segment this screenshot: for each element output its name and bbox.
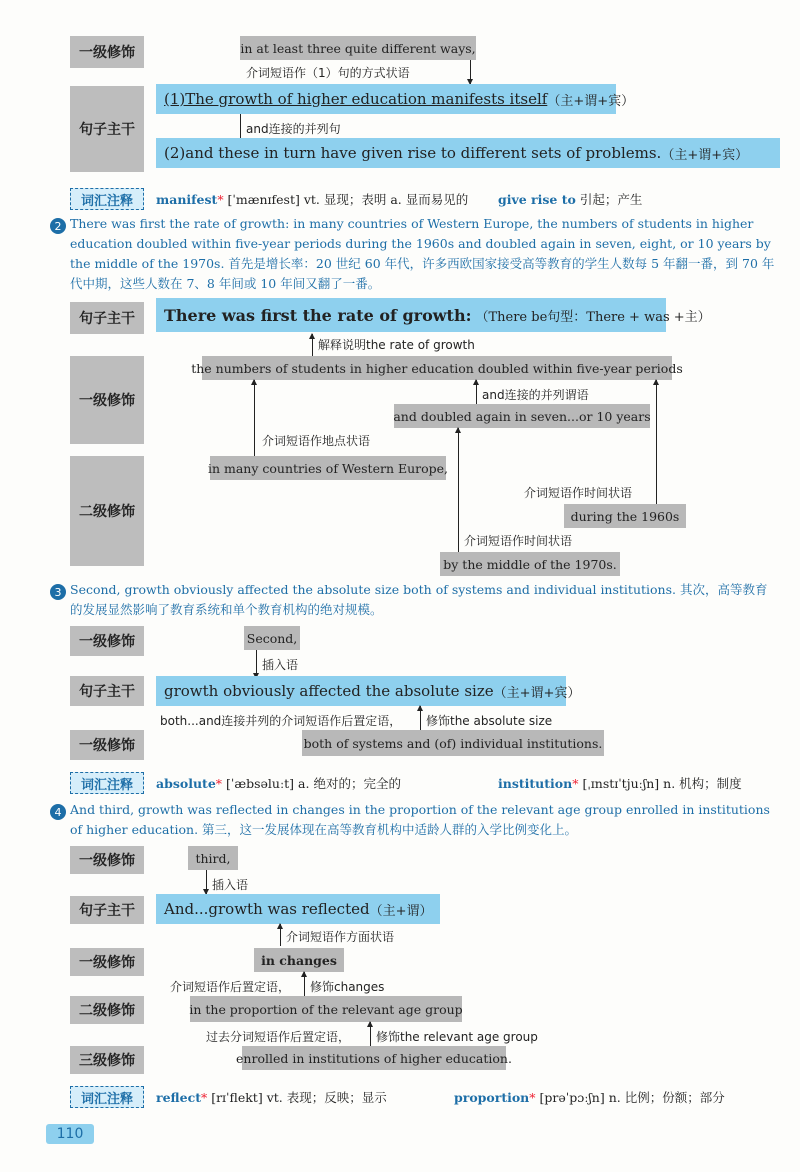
connector-line [280, 924, 281, 946]
vocab-word: institution [498, 776, 573, 791]
paragraph-chinese: 第三，这一发展体现在高等教育机构中适龄人群的入学比例变化上。 [202, 822, 578, 837]
grammar-note: 介词短语作（1）句的方式状语 [246, 66, 410, 80]
level1-label: 一级修饰 [70, 948, 144, 976]
level1-label: 一级修饰 [70, 730, 144, 760]
grammar-note: both...and连接并列的介词短语作后置定语， [160, 714, 402, 728]
connector-line [470, 60, 471, 84]
trunk-label: 句子主干 [70, 896, 144, 924]
grammar-note: 修饰the relevant age group [376, 1030, 538, 1044]
level3-label: 三级修饰 [70, 1046, 144, 1074]
paragraph-text [70, 800, 776, 840]
trunk-bar [156, 138, 780, 168]
grammar-note: 介词短语作后置定语， [170, 980, 291, 994]
trunk-text: There was first the rate of growth: [164, 305, 472, 325]
structure-tag: （主+谓） [369, 903, 433, 919]
phonetic: [rɪˈflekt] [211, 1090, 263, 1105]
grammar-note: 解释说明the rate of growth [318, 338, 475, 352]
connector-line [370, 1022, 371, 1046]
trunk-text: (2)and these in turn have given rise to different sets of problems. [164, 144, 662, 162]
vocab-word: absolute [156, 776, 216, 791]
trunk-label: 句子主干 [70, 86, 144, 172]
modifier-box: in the proportion of the relevant age group [190, 996, 462, 1022]
grammar-note: 介词短语作时间状语 [464, 534, 573, 548]
vocab-entry: manifest* [ˈmænɪfest] vt. 显现；表明 a. 显而易见的 [156, 192, 469, 207]
paragraph-english: And third, growth was reflected in changes in the proportion of the relevant age group enrolled in institutions of higher education. [70, 802, 770, 837]
definition: a. 绝对的；完全的 [298, 776, 401, 791]
grammar-note: 插入语 [212, 878, 249, 892]
definition: 引起；产生 [579, 192, 643, 207]
trunk-bar [156, 84, 635, 114]
structure-tag: （主+谓+宾） [547, 93, 635, 109]
connector-line [420, 706, 421, 730]
structure-tag: （主+谓+宾） [493, 685, 581, 701]
grammar-note: and连接的并列句 [246, 122, 341, 136]
trunk-bar [156, 676, 581, 706]
connector-line [312, 334, 313, 356]
vocab-word: give rise to [498, 192, 576, 207]
trunk-bar [156, 298, 711, 332]
connector-line [656, 380, 657, 504]
trunk-label: 句子主干 [70, 676, 144, 706]
paragraph-number-badge: 2 [50, 218, 66, 234]
grammar-note: 修饰changes [310, 980, 385, 994]
paragraph-text [70, 214, 776, 294]
trunk-text: And...growth was reflected [164, 900, 370, 918]
trunk-text: (1)The growth of higher education manifests itself [164, 90, 548, 108]
vocab-label: 词汇注释 [70, 188, 144, 210]
grammar-note: 过去分词短语作后置定语， [206, 1030, 351, 1044]
connector-line [206, 870, 207, 894]
definition: n. 比例；份额；部分 [608, 1090, 725, 1105]
trunk-label: 句子主干 [70, 302, 144, 334]
grammar-note: 介词短语作地点状语 [262, 434, 371, 448]
level1-label: 一级修饰 [70, 846, 144, 874]
vocab-word: manifest [156, 192, 218, 207]
vocab-word: reflect [156, 1090, 201, 1105]
modifier-box: enrolled in institutions of higher education. [242, 1046, 506, 1070]
grammar-note: 介词短语作方面状语 [286, 930, 395, 944]
vocab-word: proportion [454, 1090, 530, 1105]
grammar-note: and连接的并列谓语 [482, 388, 589, 402]
phonetic: [ˈæbsəluːt] [226, 776, 295, 791]
level2-label: 二级修饰 [70, 456, 144, 566]
trunk-text: growth obviously affected the absolute size [164, 682, 494, 700]
phonetic: [prəˈpɔːʃn] [539, 1090, 605, 1105]
grammar-note: 介词短语作时间状语 [524, 486, 633, 500]
modifier-box: third, [188, 846, 238, 870]
vocab-entry: absolute* [ˈæbsəluːt] a. 绝对的；完全的 [156, 776, 401, 791]
paragraph-english: There was first the rate of growth: in many countries of Western Europe, the numbers of students in higher education doubled within five-year periods during the 1960s and doubled again in seven, eight, or 10 years by the middle of the 1970s. [70, 216, 771, 271]
modifier-box: by the middle of the 1970s. [440, 552, 620, 576]
vocab-entry [498, 190, 642, 208]
paragraph-chinese: 首先是增长率：20 世纪 60 年代，许多西欧国家接受高等教育的学生人数每 5 年翻一番，到 70 年代中期，这些人数在 7、8 年间或 10 年间又翻了一番。 [70, 256, 775, 291]
vocab-label: 词汇注释 [70, 772, 144, 794]
modifier-box: in at least three quite different ways, [240, 36, 476, 60]
paragraph-english: Second, growth obviously affected the absolute size both of systems and individual institutions. [70, 582, 676, 597]
connector-line [256, 650, 257, 678]
modifier-box: and doubled again in seven...or 10 years [394, 404, 650, 428]
definition: vt. 显现；表明 a. 显而易见的 [303, 192, 469, 207]
modifier-box: in many countries of Western Europe, [210, 456, 446, 480]
paragraph-text [70, 580, 776, 620]
definition: vt. 表现；反映；显示 [266, 1090, 387, 1105]
phonetic: [ˌɪnstɪˈtjuːʃn] [582, 776, 660, 791]
modifier-box: both of systems and (of) individual institutions. [302, 730, 604, 756]
modifier-box: the numbers of students in higher education doubled within five-year periods [202, 356, 672, 380]
vocab-entry: institution* [ˌɪnstɪˈtjuːʃn] n. 机构；制度 [498, 776, 742, 791]
page-number: 110 [46, 1124, 94, 1144]
paragraph-chinese: 其次，高等教育的发展显然影响了教育系统和单个教育机构的绝对规模。 [70, 582, 768, 617]
modifier-box: Second, [244, 626, 300, 650]
structure-tag: （There be句型：There + was +主） [475, 309, 711, 325]
level2-label: 二级修饰 [70, 996, 144, 1024]
connector-line [476, 380, 477, 404]
connector-line [458, 428, 459, 554]
vocab-entry: reflect* [rɪˈflekt] vt. 表现；反映；显示 [156, 1090, 387, 1105]
vocab-entry: proportion* [prəˈpɔːʃn] n. 比例；份额；部分 [454, 1090, 725, 1105]
connector-line [304, 972, 305, 996]
trunk-bar [156, 894, 440, 924]
grammar-note: 插入语 [262, 658, 299, 672]
paragraph-number-badge: 4 [50, 804, 66, 820]
level1-label: 一级修饰 [70, 356, 144, 444]
connector-line [254, 380, 255, 456]
definition: n. 机构；制度 [663, 776, 742, 791]
level1-label: 一级修饰 [70, 626, 144, 656]
vocab-label: 词汇注释 [70, 1086, 144, 1108]
grammar-note: 修饰the absolute size [426, 714, 553, 728]
modifier-box: in changes [254, 948, 344, 972]
paragraph-number-badge: 3 [50, 584, 66, 600]
level1-label: 一级修饰 [70, 36, 144, 68]
phonetic: [ˈmænɪfest] [227, 192, 300, 207]
structure-tag: （主+谓+宾） [661, 147, 749, 163]
modifier-box: during the 1960s [564, 504, 686, 528]
connector-line [240, 114, 241, 140]
